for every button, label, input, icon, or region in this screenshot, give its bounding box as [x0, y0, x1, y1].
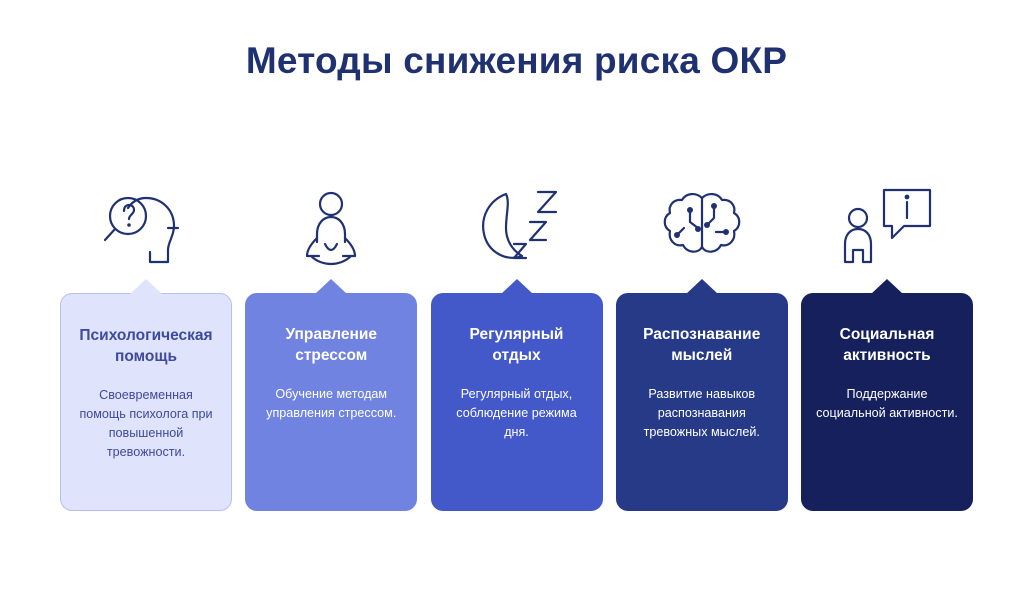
card-5[interactable] [801, 293, 973, 511]
card-title-4: Распознавание мыслей [643, 326, 761, 364]
card-text-5: Поддержание социальной активности. [816, 386, 958, 420]
card-title-3: Регулярный отдых [469, 326, 564, 364]
moon-sleep-icon [462, 170, 572, 285]
card-column-2 [245, 170, 417, 511]
card-title-2: Управление стрессом [285, 326, 378, 364]
card-3[interactable] [431, 293, 603, 511]
card-text-2: Обучение методам управления стрессом. [266, 386, 397, 420]
card-column-5 [801, 170, 973, 511]
card-text-1: Своевременная помощь психолога при повышенной тревожности. [79, 387, 213, 459]
card-column-4 [616, 170, 788, 511]
card-wrap-1 [60, 293, 232, 511]
person-speech-bubble-icon [832, 170, 942, 285]
card-wrap-5 [801, 293, 973, 511]
meditation-person-icon [276, 170, 386, 285]
cards-row [60, 170, 973, 511]
card-title-5: Социальная активность [839, 326, 935, 364]
card-wrap-3 [431, 293, 603, 511]
card-pointer-2 [315, 279, 347, 294]
card-wrap-4 [616, 293, 788, 511]
card-text-4: Развитие навыков распознавания тревожных мыслей. [643, 386, 760, 439]
card-1[interactable] [60, 293, 232, 511]
card-column-3 [431, 170, 603, 511]
brain-circuit-icon [647, 170, 757, 285]
card-pointer-5 [871, 279, 903, 294]
card-4[interactable] [616, 293, 788, 511]
card-pointer-1 [130, 279, 162, 294]
page-title: Методы снижения риска ОКР [245, 40, 788, 81]
card-pointer-4 [686, 279, 718, 294]
head-question-icon [91, 170, 201, 285]
card-wrap-2 [245, 293, 417, 511]
card-2[interactable] [245, 293, 417, 511]
card-title-1: Психологическая помощь [79, 327, 213, 365]
card-pointer-3 [501, 279, 533, 294]
card-text-3: Регулярный отдых, соблюдение режима дня. [456, 386, 577, 439]
card-column-1 [60, 170, 232, 511]
